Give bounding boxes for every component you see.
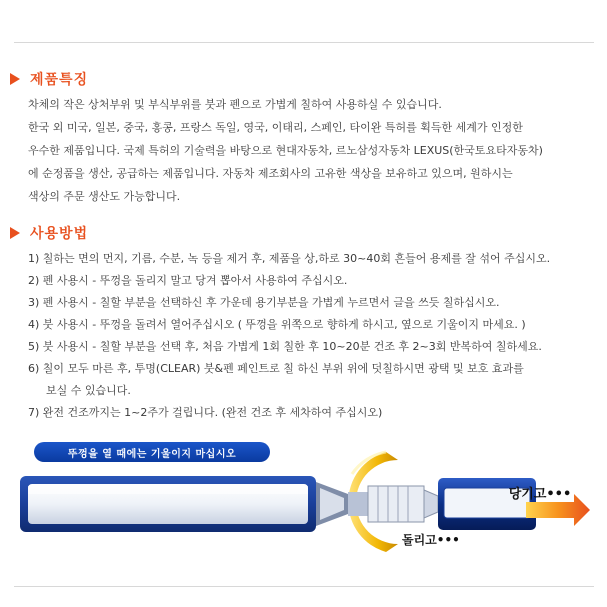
features-line: 색상의 주문 생산도 가능합니다. (28, 190, 181, 203)
features-paragraph (28, 93, 600, 208)
features-section (10, 68, 600, 208)
usage-step: 5) 붓 사용시 - 칠할 부분을 선택 후, 처음 가볍게 1회 칠한 후 10~20분 건조 후 2~3회 반복하여 칠하세요. (28, 340, 542, 353)
usage-steps-list (28, 248, 600, 424)
features-line: 한국 외 미국, 일본, 중국, 홍콩, 프랑스 독일, 영국, 이태리, 스페인, 타이완 특허를 획득한 세계가 인정한 (28, 121, 523, 134)
usage-heading (10, 222, 600, 244)
pen-body (20, 476, 316, 532)
top-divider (14, 42, 594, 43)
usage-step: 3) 펜 사용시 - 칠할 부분을 선택하신 후 가운데 용기부분을 가볍게 누르면서 글을 쓰듯 칠하십시오. (28, 296, 500, 309)
features-heading (10, 68, 600, 90)
pen-illustration (14, 438, 594, 558)
pull-label: 당기고••• (508, 487, 572, 502)
usage-step: 1) 칠하는 면의 먼지, 기름, 수분, 녹 등을 제거 후, 제품을 상,하로 30~40회 흔들어 용제를 잘 섞어 주십시오. (28, 252, 551, 265)
usage-step: 6) 칠이 모두 마른 후, 투명(CLEAR) 붓&펜 페인트로 칠 하신 부위 위에 덧칠하시면 광택 및 보호 효과를 (28, 362, 524, 375)
pen-cap (438, 478, 536, 530)
turn-label: 돌리고••• (402, 533, 460, 547)
arrow-right-icon (10, 73, 20, 85)
usage-step: 7) 완전 건조까지는 1~2주가 걸립니다. (완전 건조 후 세차하여 주십시오) (28, 406, 383, 419)
warning-banner: 뚜껑을 열 때에는 기울이지 마십시오 (34, 442, 270, 462)
features-line: 에 순정품을 생산, 공급하는 제품입니다. 자동차 제조회사의 고유한 색상을 보유하고 있으며, 원하시는 (28, 167, 513, 180)
arrow-right-icon (10, 227, 20, 239)
pen-collar (348, 486, 438, 522)
usage-step-continuation: 보실 수 있습니다. (46, 384, 131, 397)
features-line: 차체의 작은 상처부위 및 부식부위를 붓과 펜으로 가볍게 칠하여 사용하실 수 있습니다. (28, 98, 442, 111)
features-line: 우수한 제품입니다. 국제 특허의 기술력을 바탕으로 현대자동차, 르노삼성자동차 LEXUS(한국토요타자동차) (28, 144, 543, 157)
usage-section (10, 222, 600, 424)
usage-step: 2) 펜 사용시 - 뚜껑을 돌리지 말고 당겨 뽑아서 사용하여 주십시오. (28, 274, 348, 287)
pen-neck (316, 482, 348, 526)
usage-heading-text: 사용방법 (30, 226, 89, 242)
features-heading-text: 제품특징 (30, 72, 89, 88)
usage-step: 4) 붓 사용시 - 뚜껑을 돌려서 열어주십시오 ( 뚜껑을 위쪽으로 향하게 하시고, 옆으로 기울이지 마세요. ) (28, 318, 526, 331)
bottom-divider (14, 586, 594, 587)
